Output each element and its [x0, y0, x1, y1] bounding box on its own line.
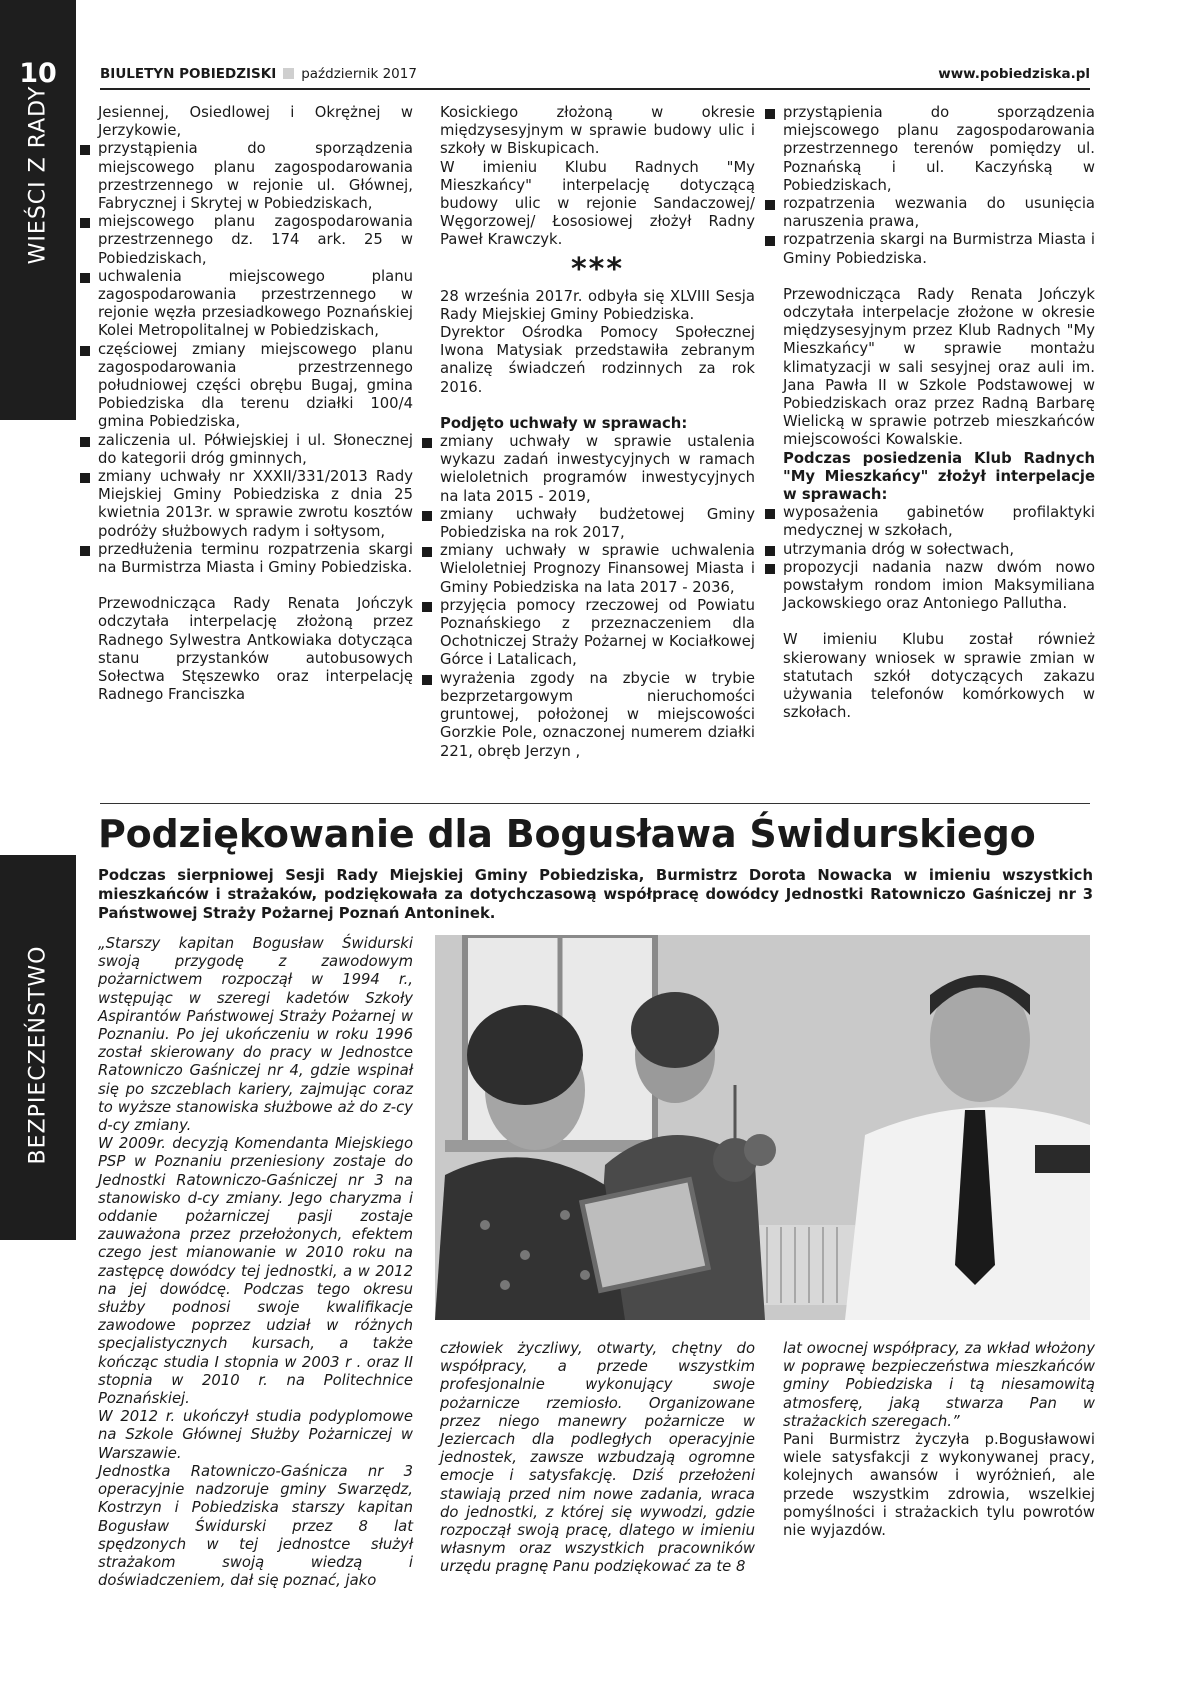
list-item: zmiany uchwały nr XXXII/331/2013 Rady Miejskiej Gminy Pobiedziska z dnia 25 kwietnia 2013r. w sprawie zwrotu kosztów podróży służbowych radym i sołtysom,	[98, 468, 413, 540]
article-column-2	[440, 1340, 755, 1577]
photo-illustration	[435, 935, 1090, 1320]
resolution-list	[98, 140, 413, 577]
list-item: częściowej zmiany miejscowego planu zagospodarowania przestrzennego południowej części obrębu Bugaj, gmina Pobiedziska dla terenu działki 100/4 gmina Pobiedziska,	[98, 340, 413, 431]
list-item: rozpatrzenia skargi na Burmistrza Miasta i Gminy Pobiedziska.	[783, 231, 1095, 267]
list-item: utrzymania dróg w sołectwach,	[783, 541, 1095, 559]
article-headline: Podziękowanie dla Bogusława Świdurskiego	[98, 812, 1036, 856]
list-item: zmiany uchwały w sprawie uchwalenia Wieloletniej Prognozy Finansowej Miasta i Gminy Pobiedziska na lata 2017 - 2036,	[440, 542, 755, 596]
section-sidebar-bottom	[0, 855, 76, 1240]
paragraph: 28 września 2017r. odbyła się XLVIII Sesja Rady Miejskiej Gminy Pobiedziska.	[440, 287, 755, 323]
interpellation-list	[783, 504, 1095, 613]
list-item: zmiany uchwały budżetowej Gminy Pobiedziska na rok 2017,	[440, 505, 755, 542]
section-divider-stars: ***	[570, 251, 625, 287]
list-item: uchwalenia miejscowego planu zagospodarowania przestrzennego w rejonie węzła przesiadkowego Poznańskiej Kolei Metropolitalnej w Pobiedziskach,	[98, 267, 413, 340]
paragraph: W imieniu Klubu został również skierowany wniosek w sprawie zmian w statutach szkół dotyczących zakazu używania telefonów komórkowych w szkołach.	[783, 631, 1095, 722]
resolution-list	[783, 104, 1095, 268]
page-number: 10	[19, 58, 57, 89]
issue-date: październik 2017	[301, 66, 417, 82]
header-separator	[283, 68, 294, 79]
subheading: Podczas posiedzenia Klub Radnych "My Mieszkańcy" złożył interpelacje w sprawach:	[783, 449, 1095, 504]
list-item: wyposażenia gabinetów profilaktyki medycznej w szkołach,	[783, 504, 1095, 540]
resolution-list	[440, 433, 755, 761]
list-item: zaliczenia ul. Półwiejskiej i ul. Słonecznej do kategorii dróg gminnych,	[98, 431, 413, 467]
paragraph: „Starszy kapitan Bogusław Świdurski swoją przygodę z zawodowym pożarnictwem rozpoczął w 1994 r., wstępując w szeregi kadetów Szkoły Aspirantów Państwowej Straży Pożarnej w Poznaniu. Po jej ukończeniu w roku 1996 został skierowany do pracy w Jednostce Ratowniczo Gaśniczej nr 4, gdzie wspinał się po szczeblach kariery, zajmując coraz to wyższe stanowiska służbowe aż do z-cy d-cy zmiany.	[98, 935, 413, 1135]
paragraph: człowiek życzliwy, otwarty, chętny do współpracy, a przede wszystkim profesjonalnie wykonujący swoje pożarnicze rzemiosło. Organizowane przez niego manewry pożarnicze w Jeziercach dla podległych operacyjnie jednostek, zawsze wzbudzają ogromne emocje i satysfakcję. Dziś przełożeni stawiają przed nim nowe zadania, wraca do jednostki, z której się wywodzi, gdzie rozpoczął swoją pracę, dlatego w imieniu własnym oraz wszystkich pracowników urzędu pragnę Panu podziękować za te 8	[440, 1340, 755, 1576]
list-item: zmiany uchwały w sprawie ustalenia wykazu zadań inwestycyjnych w ramach wieloletnich programów inwestycyjnych na lata 2015 - 2019,	[440, 433, 755, 505]
list-item: miejscowego planu zagospodarowania przestrzennego dz. 174 ark. 25 w Pobiedziskach,	[98, 213, 413, 267]
section-label-news: WIEŚCI Z RADY	[25, 85, 51, 265]
section-rule	[100, 803, 1090, 804]
list-item: przedłużenia terminu rozpatrzenia skargi na Burmistrza Miasta i Gminy Pobiedziska.	[98, 540, 413, 577]
list-item: przystąpienia do sporządzenia miejscowego planu zagospodarowania przestrzennego w rejonie ul. Głównej, Fabrycznej i Skrytej w Pobiedziskach,	[98, 140, 413, 213]
list-item: przyjęcia pomocy rzeczowej od Powiatu Poznańskiego z przeznaczeniem dla Ochotniczej Straży Pożarnej w Kociałkowej Górce i Latalicach,	[440, 596, 755, 669]
publication-title: BIULETYN POBIEDZISKI	[100, 66, 277, 82]
council-column-3	[783, 104, 1095, 723]
list-item: propozycji nadania nazw dwóm nowo powstałym rondom imion Maksymiliana Jackowskiego oraz Antoniego Pallutha.	[783, 558, 1095, 613]
article-column-1	[98, 935, 413, 1590]
list-item: przystąpienia do sporządzenia miejscowego planu zagospodarowania przestrzennego terenów pomiędzy ul. Poznańską i ul. Kaczyńską w Pobiedziskach,	[783, 104, 1095, 194]
article-photo	[435, 935, 1090, 1320]
website-link[interactable]: www.pobiedziska.pl	[938, 66, 1090, 82]
paragraph: W 2012 r. ukończył studia podyplomowe na Szkole Głównej Służby Pożarniczej w Warszawie.	[98, 1408, 413, 1462]
paragraph: Jesiennej, Osiedlowej i Okrężnej w Jerzykowie,	[98, 104, 413, 140]
paragraph: Dyrektor Ośrodka Pomocy Społecznej Iwona Matysiak przedstawiła zebranym analizę świadczeń rodzinnych za rok 2016.	[440, 324, 755, 396]
running-header	[100, 66, 1090, 82]
article-lede: Podczas sierpniowej Sesji Rady Miejskiej Gminy Pobiedziska, Burmistrz Dorota Nowacka w imieniu wszystkich mieszkańców i strażaków, podziękowała za dotychczasową współpracę dowódcy Jednostki Ratowniczo Gaśniczej nr 3 Państwowej Straży Pożarnej Poznań Antoninek.	[98, 867, 1093, 922]
paragraph: Pani Burmistrz życzyła p.Bogusławowi wiele satysfakcji z wykonywanej pracy, kolejnych awansów i wyróżnień, ale przede wszystkim zdrowia, wszelkiej pomyślności i strażackich tylu powrotów nie wyjazdów.	[783, 1431, 1095, 1540]
list-item: rozpatrzenia wezwania do usunięcia naruszenia prawa,	[783, 195, 1095, 231]
paragraph: Jednostka Ratowniczo-Gaśnicza nr 3 operacyjnie nadzoruje gminy Swarzędz, Kostrzyn i Pobiedziska starszy kapitan Bogusław Świdurski przez 8 lat spędzonych w tej jednostce służył strażakom swoją wiedzą i doświadczeniem, dał się poznać, jako	[98, 1462, 413, 1590]
list-item: wyrażenia zgody na zbycie w trybie bezprzetargowym nieruchomości gruntowej, położonej w miejscowości Gorzkie Pole, oznaczonej numerem działki 221, obręb Jerzyn ,	[440, 669, 755, 760]
council-column-2	[440, 104, 755, 761]
council-column-1	[98, 104, 413, 705]
subheading: Podjęto uchwały w sprawach:	[440, 414, 688, 432]
paragraph: Przewodnicząca Rady Renata Jończyk odczytała interpelacje złożone w okresie międzysesyjnym przez Klub Radnych "My Mieszkańcy" w sprawie montażu klimatyzacji w sali sesyjnej oraz auli im. Jana Pawła II w Szkole Podstawowej w Pobiedziskach oraz przez Radną Barbarę Wielicką w sprawie potrzeb mieszkańców miejscowości Kowalskie.	[783, 285, 1095, 449]
paragraph: W imieniu Klubu Radnych "My Mieszkańcy" interpelację dotyczącą budowy ulic w rejonie Sandaczowej/ Węgorzowej/ Łososiowej złożył Radny Paweł Krawczyk.	[440, 158, 755, 249]
paragraph: lat owocnej współpracy, za wkład włożony w poprawę bezpieczeństwa mieszkańców gminy Pobiedziska i tą niesamowitą atmosferę, jaką stwarza Pan w strażackich szeregach.”	[783, 1340, 1095, 1430]
section-sidebar-top	[0, 0, 76, 420]
paragraph: Przewodnicząca Rady Renata Jończyk odczytała interpelację złożoną przez Radnego Sylwestra Antkowiaka dotycząca stanu przystanków autobusowych Sołectwa Stęszewko oraz interpelację Radnego Franciszka	[98, 595, 413, 704]
section-label-safety: BEZPIECZEŃSTWO	[25, 945, 51, 1165]
paragraph: Kosickiego złożoną w okresie międzysesyjnym w sprawie budowy ulic i szkoły w Biskupicach.	[440, 104, 755, 158]
paragraph: W 2009r. decyzją Komendanta Miejskiego PSP w Poznaniu przeniesiony zostaje do Jednostki Ratowniczo-Gaśniczej nr 3 na stanowisko d-cy zmiany. Jego charyzma i oddanie pożarniczej pasji zostaje zauważona przez przełożonych, efektem czego jest mianowanie w 2010 roku na zastępcę dowódcy tej jednostki, a w 2012 na jej dowódcę. Podczas tego okresu służby podnosi swoje kwalifikacje zawodowe poprzez udział w różnych specjalistycznych kursach, a także kończąc studia I stopnia w 2003 r . oraz II stopnia w 2010 r. na Politechnice Poznańskiej.	[98, 1135, 413, 1408]
header-rule	[100, 88, 1090, 90]
article-column-3	[783, 1340, 1095, 1540]
